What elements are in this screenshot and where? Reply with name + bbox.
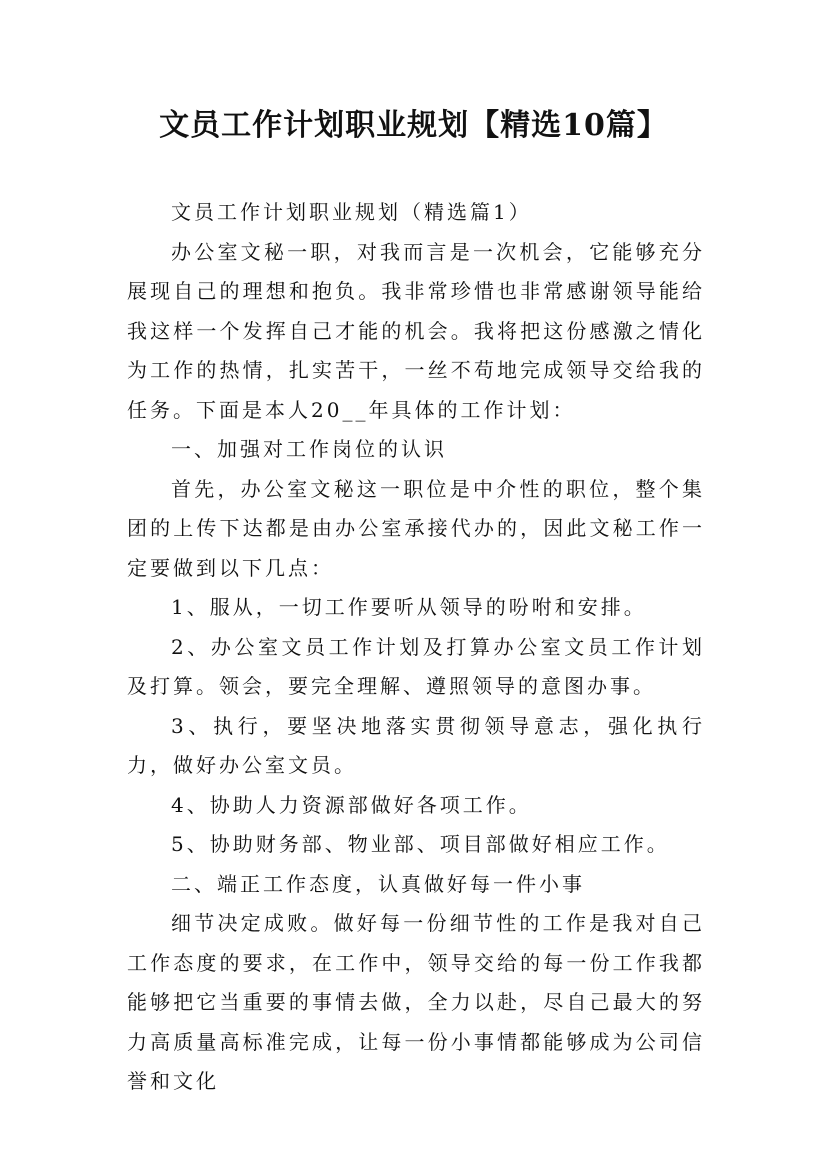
paragraph: 办公室文秘一职，对我而言是一次机会，它能够充分展现自己的理想和抱负。我非常珍惜也非常感谢领导能给我这样一个发挥自己才能的机会。我将把这份感激之情化为工作的热情，扎实苦干，一丝不苟地完成领导交给我的任务。下面是本人20__年具体的工作计划： [127, 239, 705, 422]
paragraph: 首先，办公室文秘这一职位是中介性的职位，整个集团的上传下达都是由办公室承接代办的，因此文秘工作一定要做到以下几点： [127, 476, 705, 580]
list-item: 3、执行，要坚决地落实贯彻领导意志，强化执行力，做好办公室文员。 [127, 713, 705, 777]
paragraph: 细节决定成败。做好每一份细节性的工作是我对自己工作态度的要求，在工作中，领导交给的每一份工作我都能够把它当重要的事情去做，全力以赴，尽自己最大的努力高质量高标准完成，让每一份小事情都能够成为公司信誉和文化 [127, 911, 705, 1093]
section-heading: 二、端正工作态度，认真做好每一件小事 [171, 871, 585, 896]
section-heading: 一、加强对工作岗位的认识 [171, 437, 447, 461]
list-item: 1、服从，一切工作要听从领导的吩咐和安排。 [171, 595, 647, 619]
document-body [127, 193, 705, 1102]
section-heading: 文员工作计划职业规划（精选篇1） [171, 200, 532, 224]
list-item: 4、协助人力资源部做好各项工作。 [171, 792, 532, 817]
list-item: 2、办公室文员工作计划及打算办公室文员工作计划及打算。领会，要完全理解、遵照领导的意图办事。 [127, 634, 705, 698]
document-title: 文员工作计划职业规划【精选10篇】 [159, 108, 668, 143]
list-item: 5、协助财务部、物业部、项目部做好相应工作。 [171, 832, 670, 856]
